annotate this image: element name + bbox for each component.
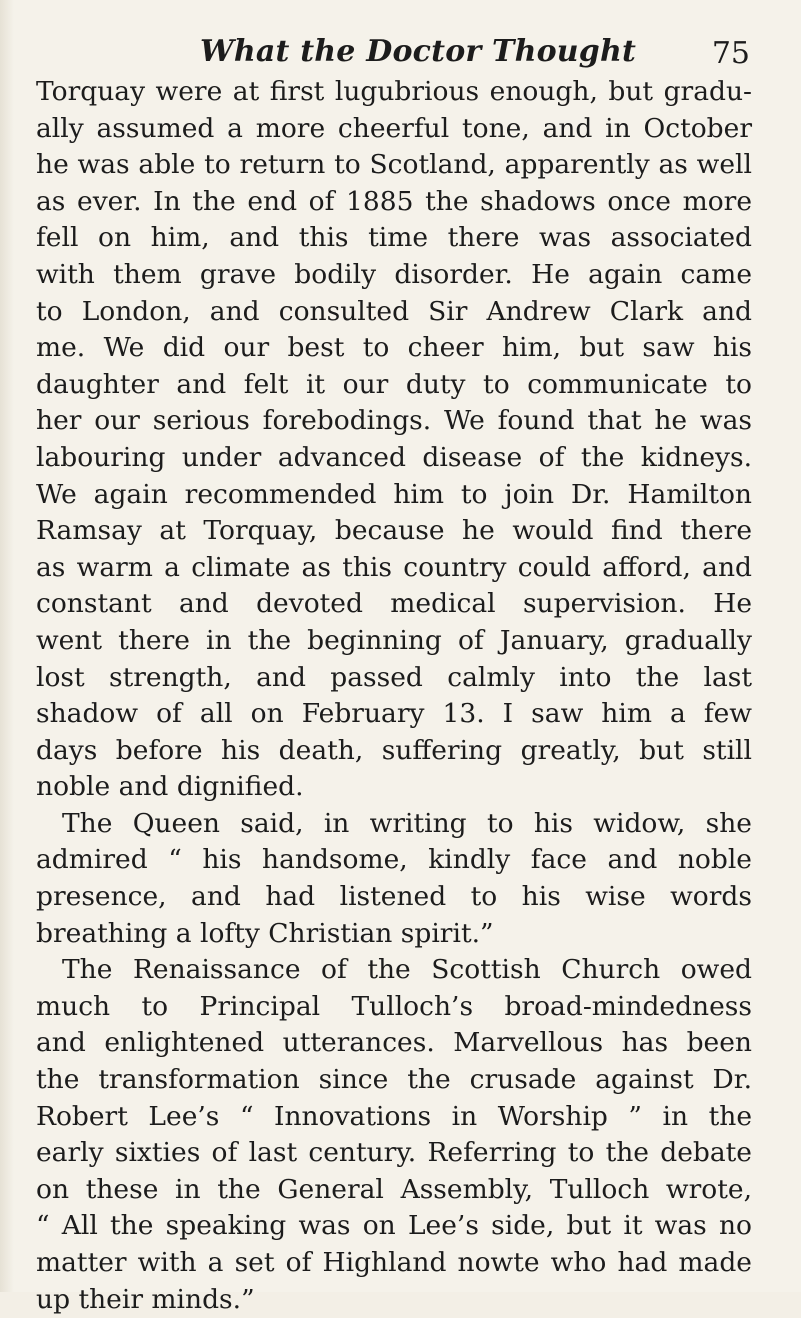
text-line: early sixties of last century. Referring to the debate: [36, 1137, 752, 1169]
text-line: as ever. In the end of 1885 the shadows once more: [36, 185, 752, 217]
text-line: Robert Lee’s “ Innovations in Worship ” in the: [36, 1100, 752, 1132]
text-line: ally assumed a more cheerful tone, and in October: [36, 112, 752, 144]
text-line: on these in the General Assembly, Tulloch wrote,: [36, 1173, 752, 1205]
text-line: shadow of all on February 13. I saw him a few: [36, 698, 752, 730]
text-line: went there in the beginning of January, gradually: [36, 624, 752, 656]
text-line: The Renaissance of the Scottish Church owed: [62, 954, 752, 986]
text-line: daughter and felt it our duty to communicate to: [36, 368, 752, 400]
page-gutter: [0, 0, 14, 1292]
text-line: to London, and consulted Sir Andrew Clark and: [36, 295, 752, 327]
body-text: [36, 74, 752, 1318]
text-line: noble and dignified.: [36, 771, 304, 803]
text-line: We again recommended him to join Dr. Hamilton: [36, 478, 752, 510]
text-line: constant and devoted medical supervision. He: [36, 588, 752, 620]
text-line: lost strength, and passed calmly into the last: [36, 661, 752, 693]
text-line: Torquay were at first lugubrious enough, but gradu-: [36, 76, 752, 107]
text-line: her our serious forebodings. We found that he was: [36, 405, 752, 437]
text-line: much to Principal Tulloch’s broad-mindedness: [36, 990, 752, 1022]
page-header: [36, 34, 752, 74]
text-line: Ramsay at Torquay, because he would find there: [36, 515, 752, 547]
text-line: me. We did our best to cheer him, but saw his: [36, 332, 752, 364]
text-line: “ All the speaking was on Lee’s side, but it was no: [36, 1210, 752, 1242]
text-line: labouring under advanced disease of the kidneys.: [36, 441, 752, 473]
text-line: and enlightened utterances. Marvellous has been: [36, 1027, 752, 1059]
running-title: What the Doctor Thought: [200, 34, 637, 69]
text-line: matter with a set of Highland nowte who had made: [36, 1247, 752, 1278]
text-line: up their minds.”: [36, 1283, 255, 1315]
page-number: 75: [711, 36, 750, 71]
text-line: presence, and had listened to his wise words: [36, 881, 752, 913]
text-line: he was able to return to Scotland, apparently as well: [36, 149, 752, 181]
text-line: with them grave bodily disorder. He again came: [36, 258, 752, 290]
text-line: fell on him, and this time there was associated: [36, 222, 752, 254]
text-line: The Queen said, in writing to his widow, she: [62, 807, 752, 839]
text-line: admired “ his handsome, kindly face and noble: [36, 844, 752, 876]
text-line: days before his death, suffering greatly, but still: [36, 734, 752, 766]
text-line: as warm a climate as this country could afford, and: [36, 551, 752, 583]
text-line: breathing a lofty Christian spirit.”: [36, 917, 494, 949]
text-line: the transformation since the crusade against Dr.: [36, 1064, 752, 1096]
